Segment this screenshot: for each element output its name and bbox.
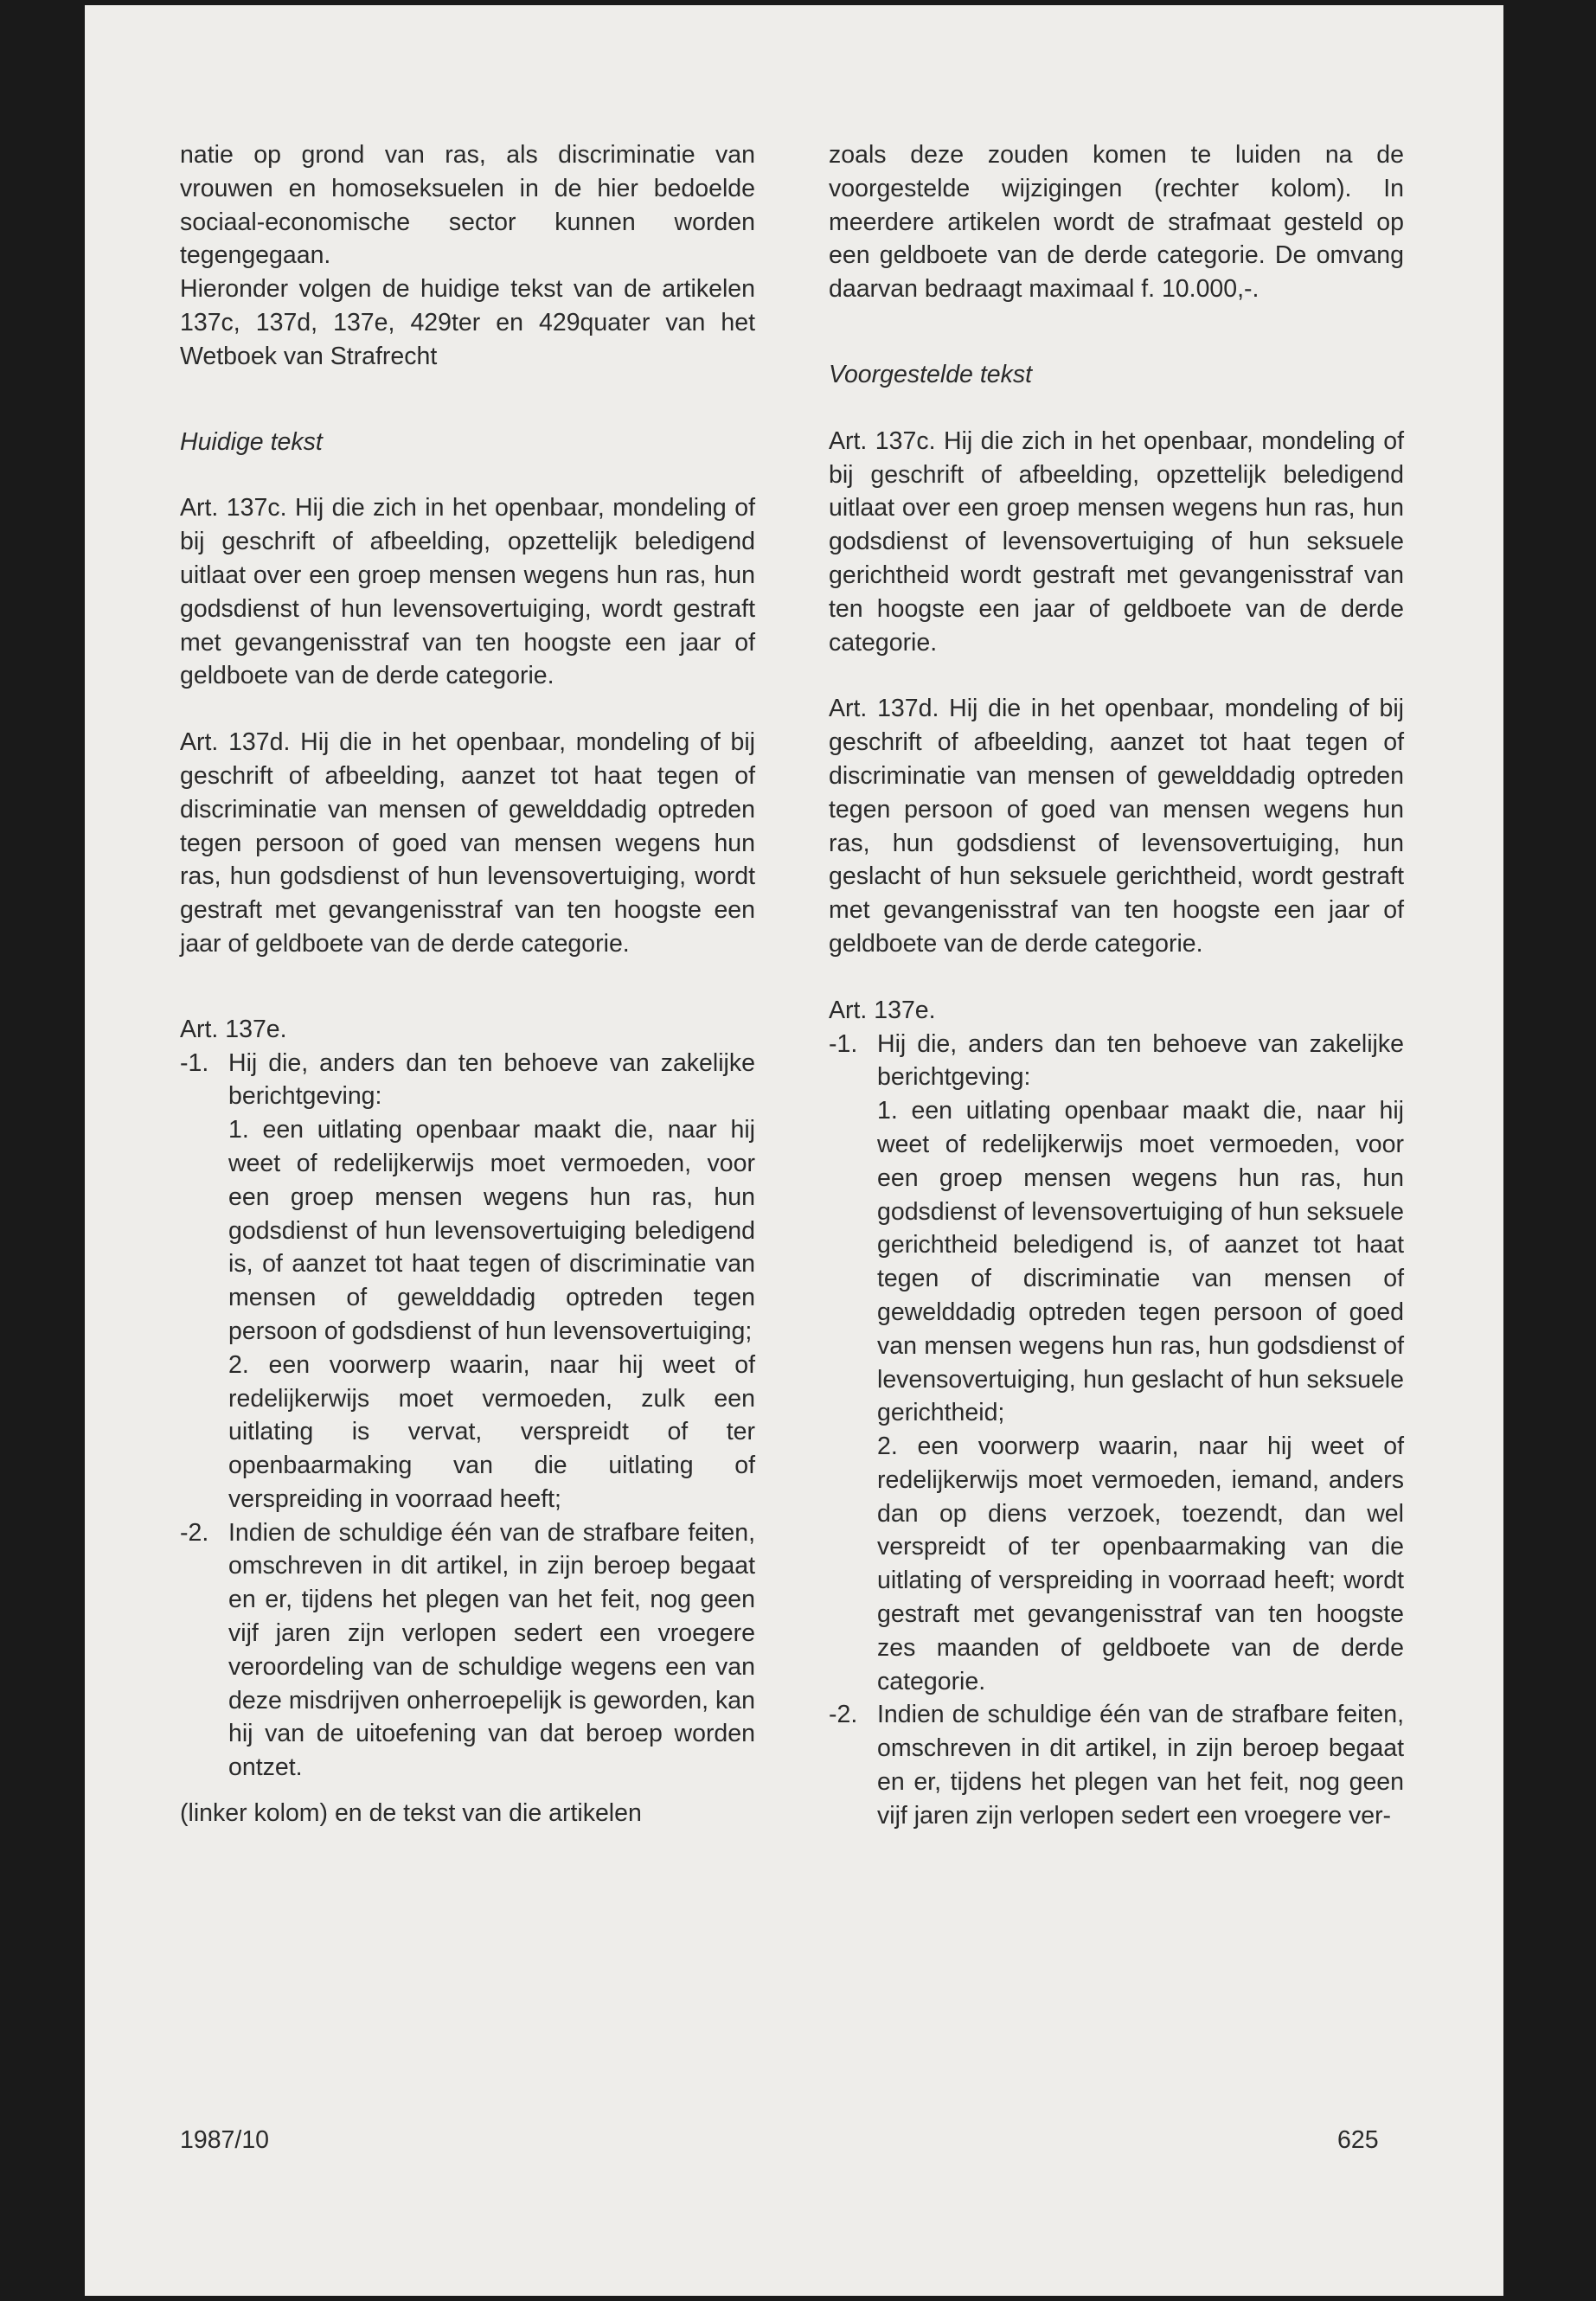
- proposed-text-heading: Voorgestelde tekst: [829, 360, 1032, 388]
- sub-item-1: 1. een uitlating openbaar maakt die, naar hij weet of redelijkerwijs moet vermoeden, voor een groep mensen wegens hun ras, hun godsdienst of hun levensovertuiging beledigend is, of aanzet tot haat tegen of discriminatie van mensen of gewelddadig optreden tegen persoon of godsdienst of hun levensovertuiging;: [228, 1116, 755, 1345]
- item-text: Indien de schuldige één van de strafbare feiten, omschreven in dit artikel, in zijn beroep begaat en er, tijdens het plegen van het feit, nog geen vijf jaren zijn verlopen sedert een vroegere veroordeling van de schuldige wegens een van deze misdrijven onherroepelijk is geworden, kan hij van de uitoefening van dat beroep worden ontzet.: [228, 1518, 755, 1782]
- left-closing-line: (linker kolom) en de tekst van die artikelen: [180, 1799, 642, 1828]
- item-text: Indien de schuldige één van de strafbare feiten, omschreven in dit artikel, in zijn beroep begaat en er, tijdens het plegen van het feit, nog geen vijf jaren zijn verlopen sedert een vroegere ver-: [877, 1701, 1404, 1830]
- issue-number: 1987/10: [180, 2126, 270, 2154]
- left-column: [180, 138, 755, 1830]
- page-number: 625: [1337, 2126, 1379, 2154]
- item-number: -1.: [180, 1048, 209, 1077]
- item-number: -2.: [829, 1701, 858, 1729]
- right-column: [829, 138, 1404, 1833]
- item-number: -1.: [829, 1029, 858, 1058]
- left-article-137e-item-1: [180, 1047, 755, 1516]
- sub-item-1: 1. een uitlating openbaar maakt die, naar hij weet of redelijkerwijs moet vermoeden, voor een groep mensen wegens hun ras, hun godsdienst of levensovertuiging of hun seksuele gerichtheid beledigend is, of aanzet tot haat tegen of discriminatie van mensen of gewelddadig optreden tegen persoon of goed van mensen wegens hun ras, hun godsdienst of levensovertuiging, hun geslacht of hun seksuele gerichtheid;: [877, 1097, 1404, 1427]
- right-article-137d: Art. 137d. Hij die in het openbaar, mondeling of bij geschrift of afbeelding, aanzet tot haat tegen of discriminatie van mensen of gewelddadig optreden tegen persoon of goed van mensen wegens hun ras, hun godsdienst of levensovertuiging, hun geslacht of hun seksuele gerichtheid, wordt gestraft met gevangenisstraf van ten hoogste een jaar of geldboete van de derde categorie.: [829, 695, 1404, 958]
- right-article-137c: Art. 137c. Hij die zich in het openbaar, mondeling of bij geschrift of afbeelding, opzettelijk beledigend uitlaat over een groep mensen wegens hun ras, hun godsdienst of levensovertuiging of hun seksuele gerichtheid wordt gestraft met gevangenisstraf van ten hoogste een jaar of geldboete van de derde categorie.: [829, 426, 1404, 657]
- item-number: -2.: [180, 1518, 209, 1547]
- sub-item-2: 2. een voorwerp waarin, naar hij weet of redelijkerwijs moet vermoeden, iemand, anders dan op diens verzoek, toezendt, dan wel verspreidt of ter openbaarmaking van die uitlating of verspreiding in voorraad heeft; wordt gestraft met gevangenisstraf van ten hoogste zes maanden of geldboete van de derde categorie.: [877, 1433, 1404, 1695]
- right-intro-paragraph: zoals deze zouden komen te luiden na de voorgestelde wijzigingen (rechter kolom). In meerdere artikelen wordt de strafmaat gesteld op een geldboete van de derde categorie. De omvang daarvan bedraagt maximaal f. 10.000,-.: [829, 141, 1404, 304]
- left-intro-paragraph: natie op grond van ras, als discriminatie van vrouwen en homoseksuelen in de hier bedoelde sociaal-economische sector kunnen worden tegengegaan.: [180, 141, 755, 270]
- right-article-137e-title: Art. 137e.: [829, 996, 936, 1024]
- sub-item-2: 2. een voorwerp waarin, naar hij weet of redelijkerwijs moet vermoeden, zulk een uitlating is vervat, verspreidt of ter openbaarmaking van die uitlating of verspreiding in voorraad heeft;: [228, 1350, 755, 1513]
- left-article-137c: Art. 137c. Hij die zich in het openbaar, mondeling of bij geschrift of afbeelding, opzettelijk beledigend uitlaat over een groep mensen wegens hun ras, hun godsdienst of hun levensovertuiging, wordt gestraft met gevangenisstraf van ten hoogste een jaar of geldboete van de derde categorie.: [180, 494, 755, 690]
- right-article-137e-item-2: [829, 1698, 1404, 1832]
- item-text: Hij die, anders dan ten behoeve van zakelijke berichtgeving:: [877, 1029, 1404, 1092]
- item-text: Hij die, anders dan ten behoeve van zakelijke berichtgeving:: [228, 1048, 755, 1111]
- current-text-heading: Huidige tekst: [180, 427, 323, 456]
- left-article-137e-item-2: [180, 1516, 755, 1785]
- left-article-137e-title: Art. 137e.: [180, 1015, 287, 1043]
- left-intro-paragraph-2: Hieronder volgen de huidige tekst van de artikelen 137c, 137d, 137e, 429ter en 429quater van het Wetboek van Strafrecht: [180, 275, 755, 370]
- left-article-137d: Art. 137d. Hij die in het openbaar, mondeling of bij geschrift of afbeelding, aanzet tot haat tegen of discriminatie van mensen of gewelddadig optreden tegen persoon of goed van mensen wegens hun ras, hun godsdienst of hun levensovertuiging, wordt gestraft met gevangenisstraf van ten hoogste een jaar of geldboete van de derde categorie.: [180, 728, 755, 958]
- right-article-137e-item-1: [829, 1028, 1404, 1699]
